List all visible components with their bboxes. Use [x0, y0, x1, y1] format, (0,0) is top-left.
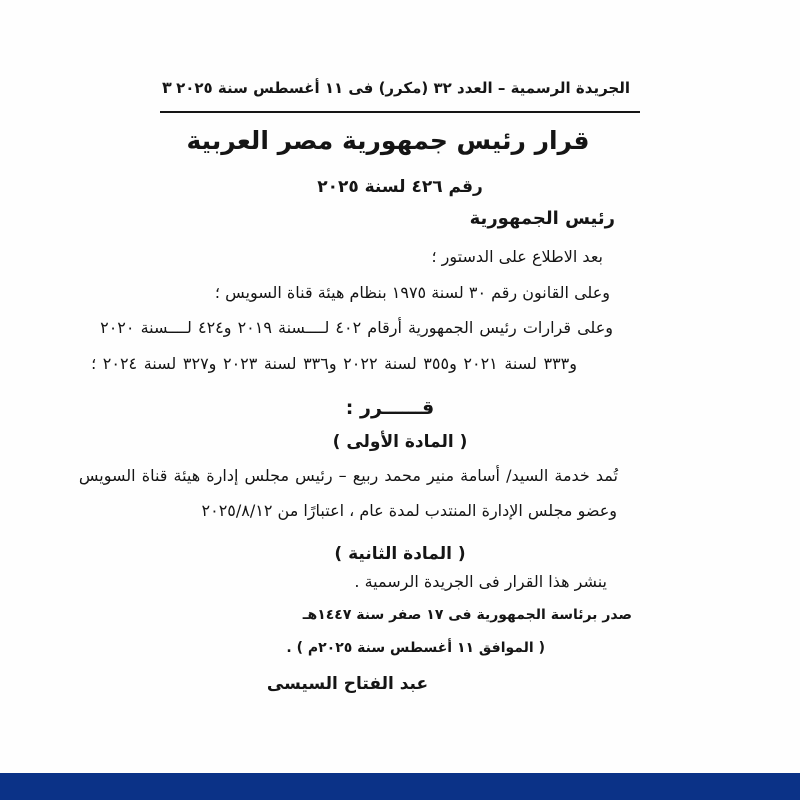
president-signature: عبد الفتاح السيسى — [266, 674, 429, 694]
issuance-date-hijri: صدر برئاسة الجمهورية فى ١٧ صفر سنة ١٤٤٧هـ — [302, 607, 632, 623]
issuer-heading: رئيس الجمهورية — [469, 208, 615, 229]
decree-title: قرار رئيس جمهورية مصر العربية — [186, 126, 590, 155]
header-divider — [160, 111, 640, 113]
preamble-line: بعد الاطلاع على الدستور ؛ — [431, 247, 603, 266]
article-one-heading: ( المادة الأولى ) — [332, 432, 468, 452]
page-header — [160, 78, 640, 97]
footer-bar — [0, 773, 800, 800]
article-two-heading: ( المادة الثانية ) — [334, 544, 466, 564]
preamble-line: و٣٣٣ لسنة ٢٠٢١ و٣٥٥ لسنة ٢٠٢٢ و٣٣٦ لسنة ٢٠٢٣ و٣٢٧ لسنة ٢٠٢٤ ؛ — [91, 354, 577, 373]
gazette-issue-line: الجريدة الرسمية – العدد ٣٢ (مكرر) فى ١١ أغسطس سنة ٢٠٢٥ — [176, 79, 630, 97]
article-one-line: وعضو مجلس الإدارة المنتدب لمدة عام ، اعتبارًا من ٢٠٢٥/٨/١٢ — [201, 501, 617, 520]
page-number: ٣ — [162, 78, 172, 97]
decree-number: رقم ٤٢٦ لسنة ٢٠٢٥ — [317, 177, 483, 197]
decided-label: قــــــرر : — [345, 397, 435, 419]
preamble-line: وعلى القانون رقم ٣٠ لسنة ١٩٧٥ بنظام هيئة قناة السويس ؛ — [214, 283, 610, 302]
preamble-line: وعلى قرارات رئيس الجمهورية أرقام ٤٠٢ لــــسنة ٢٠١٩ و٤٢٤ لــــسنة ٢٠٢٠ — [100, 318, 613, 337]
article-one-line: تُمد خدمة السيد/ أسامة منير محمد ربيع – رئيس مجلس إدارة هيئة قناة السويس — [78, 466, 618, 485]
article-two-body: ينشر هذا القرار فى الجريدة الرسمية . — [354, 572, 607, 591]
issuance-date-gregorian: ( الموافق ١١ أغسطس سنة ٢٠٢٥م ) . — [286, 640, 545, 656]
